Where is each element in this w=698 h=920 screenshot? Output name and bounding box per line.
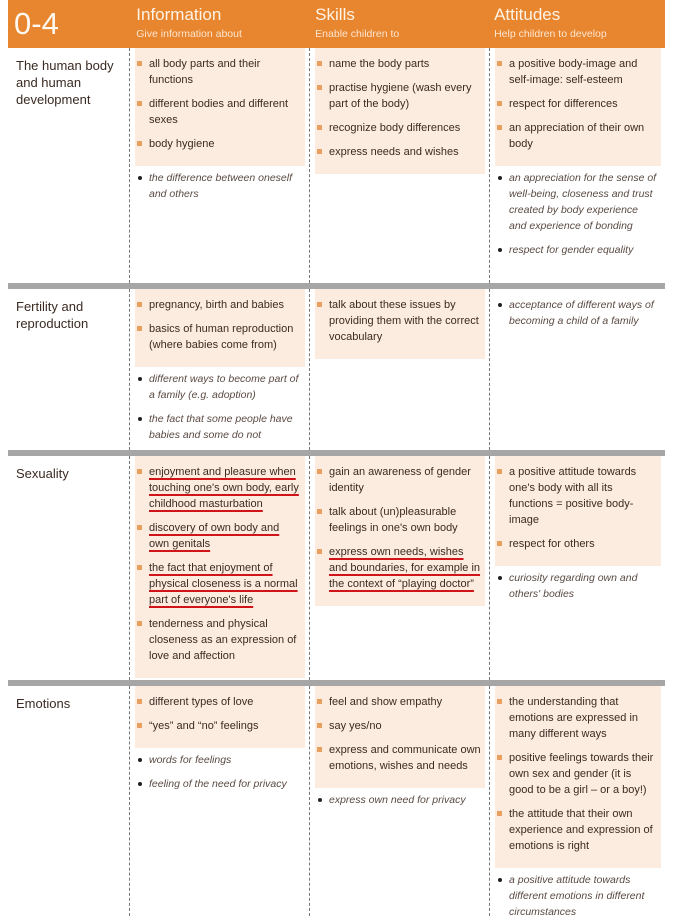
item-text: respect for differences xyxy=(509,98,618,110)
additional-items xyxy=(495,166,661,258)
list-item: feeling of the need for privacy xyxy=(135,776,301,792)
item-text: all body parts and their functions xyxy=(149,58,261,86)
table-row xyxy=(8,289,665,450)
table-cell xyxy=(129,686,309,916)
table-row xyxy=(8,686,665,916)
table-cell xyxy=(129,289,309,450)
table-cell xyxy=(129,48,309,283)
row-topic: Sexuality xyxy=(16,466,69,481)
list-item xyxy=(135,136,301,152)
list-item xyxy=(135,520,301,552)
column-subtitle: Help children to develop xyxy=(494,28,607,40)
column-subtitle: Enable children to xyxy=(315,28,400,40)
list-item xyxy=(495,536,657,552)
header-information xyxy=(128,0,307,48)
item-text: say yes/no xyxy=(329,720,382,732)
core-items xyxy=(495,48,661,166)
list-item xyxy=(495,464,657,528)
table-cell xyxy=(489,686,665,916)
header-attitudes xyxy=(486,0,665,48)
item-text: recognize body differences xyxy=(329,122,461,134)
list-item xyxy=(315,718,481,734)
item-text: a positive body-image and self-image: self-esteem xyxy=(509,58,638,86)
column-title: Information xyxy=(136,5,222,24)
age-group: 0-4 xyxy=(14,6,59,41)
table-cell xyxy=(309,456,489,680)
list-item: different ways to become part of a family (e.g. adoption) xyxy=(135,371,301,403)
item-text: pregnancy, birth and babies xyxy=(149,299,284,311)
additional-items xyxy=(495,868,661,920)
list-item xyxy=(135,96,301,128)
list-item xyxy=(315,80,481,112)
list-item: an appreciation for the sense of well-being, closeness and trust created by body experience and experience of bonding xyxy=(495,170,657,234)
table-cell xyxy=(309,289,489,450)
item-text: talk about (un)pleasurable feelings in one's own body xyxy=(329,506,458,534)
item-text: feel and show empathy xyxy=(329,696,443,708)
item-text: different types of love xyxy=(149,696,254,708)
core-items xyxy=(135,456,305,678)
core-items xyxy=(315,686,485,788)
list-item: the fact that some people have babies and some do not xyxy=(135,411,301,443)
row-topic: The human body and human development xyxy=(16,58,114,107)
list-item xyxy=(495,806,657,854)
item-text: a positive attitude towards one's body with all its functions = positive body-image xyxy=(509,466,637,526)
table-row xyxy=(8,48,665,283)
list-item: the difference between oneself and others xyxy=(135,170,301,202)
item-text: tenderness and physical closeness as an expression of love and affection xyxy=(149,618,297,662)
core-items xyxy=(135,289,305,367)
additional-items xyxy=(135,748,305,792)
item-text: the understanding that emotions are expressed in many different ways xyxy=(509,696,639,740)
item-text: gain an awareness of gender identity xyxy=(329,466,471,494)
list-item xyxy=(495,56,657,88)
list-item xyxy=(315,694,481,710)
header-skills xyxy=(307,0,486,48)
list-item xyxy=(135,616,301,664)
item-text: basics of human reproduction (where babies come from) xyxy=(149,323,294,351)
table-cell xyxy=(309,686,489,916)
list-item xyxy=(495,750,657,798)
core-items xyxy=(495,456,661,566)
item-text: enjoyment and pleasure when touching one's own body, early childhood masturbation xyxy=(149,466,299,510)
item-text: express own needs, wishes and boundaries, for example in the context of “playing doctor” xyxy=(329,546,481,590)
additional-items xyxy=(495,289,661,329)
list-item xyxy=(315,464,481,496)
list-item xyxy=(315,144,481,160)
item-text: discovery of own body and own genitals xyxy=(149,522,280,550)
table-cell xyxy=(489,456,665,680)
list-item xyxy=(495,694,657,742)
additional-items xyxy=(135,166,305,202)
item-text: the attitude that their own experience and expression of emotions is right xyxy=(509,808,653,852)
item-text: practise hygiene (wash every part of the body) xyxy=(329,82,472,110)
item-text: body hygiene xyxy=(149,138,215,150)
list-item xyxy=(135,718,301,734)
core-items xyxy=(135,48,305,166)
curriculum-table xyxy=(8,0,665,916)
core-items xyxy=(315,48,485,174)
list-item xyxy=(135,297,301,313)
table-row xyxy=(8,456,665,680)
table-body xyxy=(8,48,665,916)
core-items xyxy=(495,686,661,868)
list-item xyxy=(495,96,657,112)
table-cell xyxy=(489,48,665,283)
item-text: “yes” and “no” feelings xyxy=(149,720,259,732)
list-item: a positive attitude towards different emotions in different circumstances xyxy=(495,872,657,920)
row-topic: Emotions xyxy=(16,696,71,711)
core-items xyxy=(315,456,485,606)
item-text: name the body parts xyxy=(329,58,430,70)
list-item: respect for gender equality xyxy=(495,242,657,258)
core-items xyxy=(135,686,305,748)
list-item: acceptance of different ways of becoming a child of a family xyxy=(495,297,657,329)
table-cell xyxy=(129,456,309,680)
list-item xyxy=(315,297,481,345)
list-item xyxy=(315,56,481,72)
list-item xyxy=(315,120,481,136)
list-item xyxy=(315,742,481,774)
core-items xyxy=(315,289,485,359)
item-text: different bodies and different sexes xyxy=(149,98,289,126)
item-text: positive feelings towards their own sex and gender (it is good to be a girl – or a boy!) xyxy=(509,752,654,796)
row-topic: Fertility and reproduction xyxy=(16,299,89,331)
additional-items xyxy=(315,788,485,808)
item-text: talk about these issues by providing them with the correct vocabulary xyxy=(329,299,479,343)
table-cell xyxy=(489,289,665,450)
list-item: curiosity regarding own and others' bodies xyxy=(495,570,657,602)
item-text: respect for others xyxy=(509,538,595,550)
item-text: the fact that enjoyment of physical closeness is a normal part of everyone's life xyxy=(149,562,298,606)
column-title: Attitudes xyxy=(494,5,561,24)
list-item xyxy=(135,321,301,353)
table-cell xyxy=(309,48,489,283)
item-text: express and communicate own emotions, wishes and needs xyxy=(329,744,481,772)
list-item xyxy=(135,560,301,608)
item-text: express needs and wishes xyxy=(329,146,459,158)
list-item xyxy=(135,464,301,512)
list-item xyxy=(135,694,301,710)
list-item: express own need for privacy xyxy=(315,792,481,808)
item-text: an appreciation of their own body xyxy=(509,122,645,150)
list-item xyxy=(135,56,301,88)
column-subtitle: Give information about xyxy=(136,28,242,40)
additional-items xyxy=(495,566,661,602)
column-title: Skills xyxy=(315,5,355,24)
list-item xyxy=(495,120,657,152)
list-item: words for feelings xyxy=(135,752,301,768)
table-header xyxy=(8,0,665,48)
additional-items xyxy=(135,367,305,443)
list-item xyxy=(315,504,481,536)
list-item xyxy=(315,544,481,592)
